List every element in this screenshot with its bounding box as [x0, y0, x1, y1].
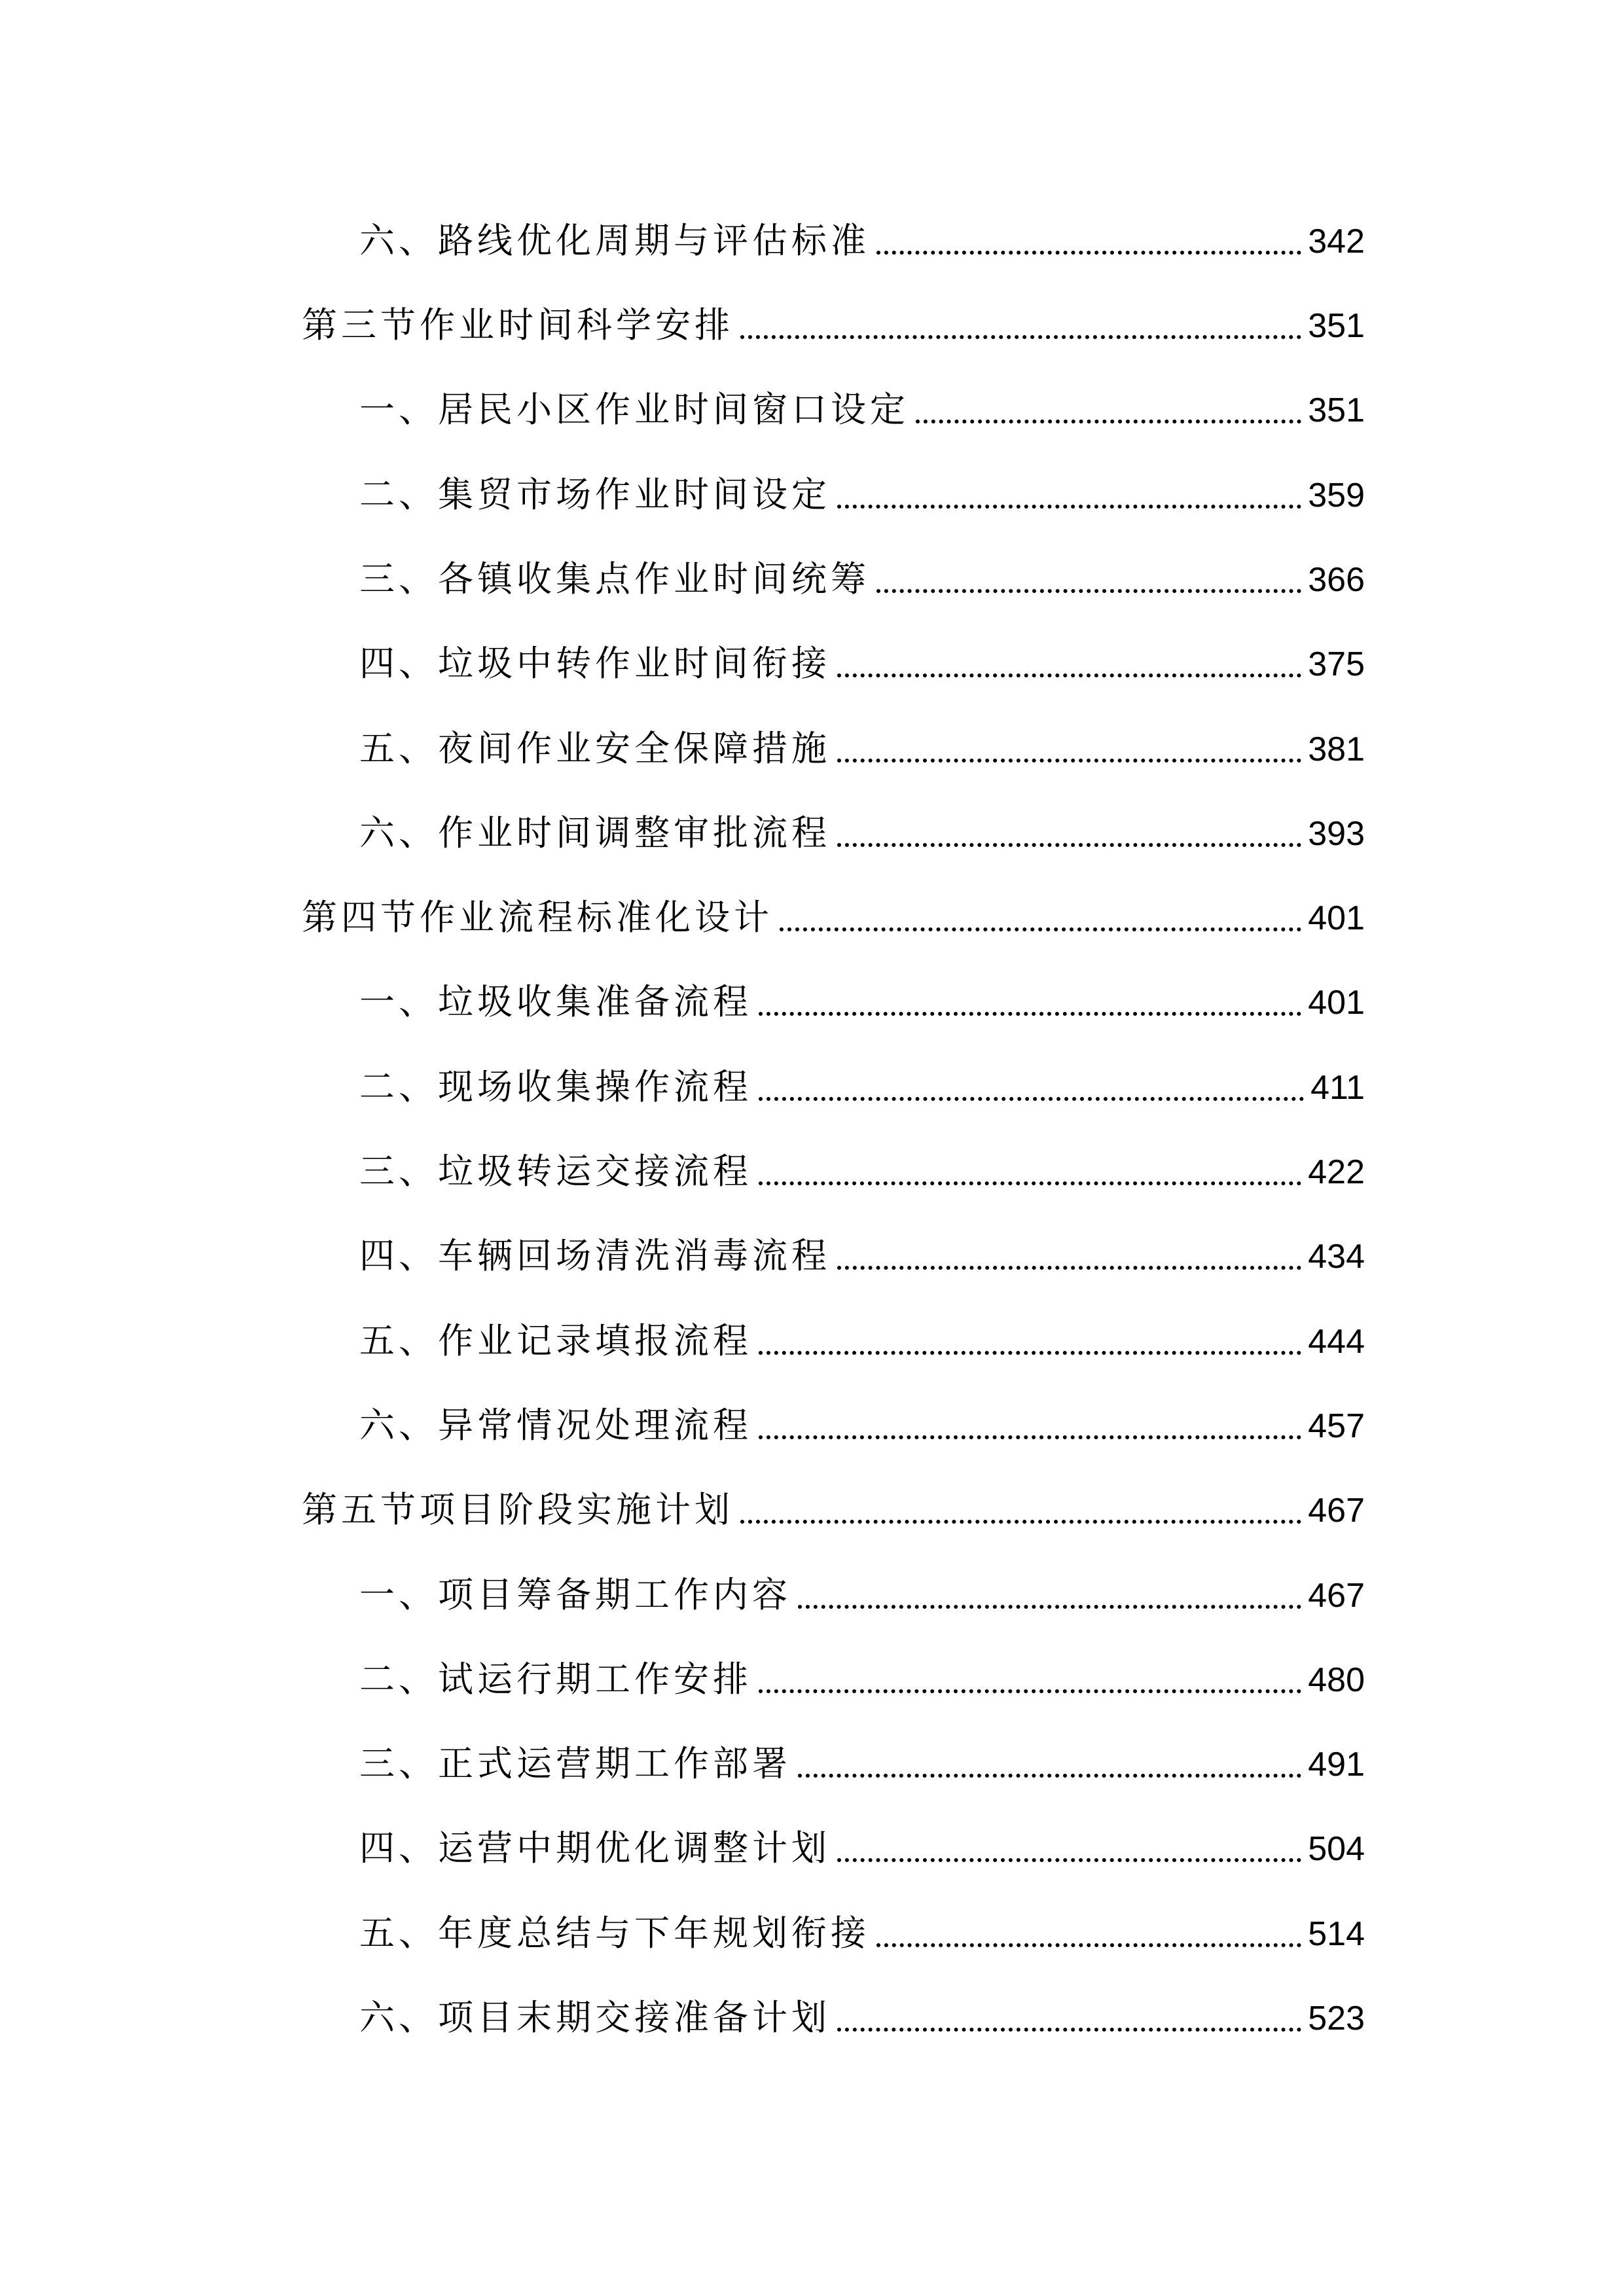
toc-dot-leader	[759, 1689, 1301, 1693]
toc-entry-title: 四、运营中期优化调整计划	[359, 1827, 831, 1869]
toc-entry[interactable]	[359, 1645, 1365, 1704]
toc-entry-page: 504	[1308, 1830, 1365, 1868]
toc-entry[interactable]	[359, 629, 1365, 688]
toc-entry-title: 四、车辆回场清洗消毒流程	[359, 1235, 831, 1276]
toc-entry-page: 393	[1308, 815, 1365, 853]
toc-entry-page: 411	[1310, 1069, 1365, 1107]
toc-entry-title: 第三节作业时间科学安排	[302, 304, 734, 346]
toc-entry-page: 401	[1308, 984, 1365, 1022]
toc-dot-leader	[916, 420, 1301, 423]
toc-dot-leader	[740, 335, 1301, 339]
toc-entry-title: 四、垃圾中转作业时间衔接	[359, 643, 831, 684]
toc-entry[interactable]	[359, 1052, 1365, 1111]
toc-entry[interactable]	[359, 206, 1365, 265]
toc-entry[interactable]	[359, 1221, 1365, 1280]
toc-entry-title: 一、居民小区作业时间窗口设定	[359, 389, 909, 430]
toc-entry[interactable]	[359, 1899, 1365, 1958]
toc-entry-page: 457	[1308, 1407, 1365, 1445]
toc-entry[interactable]	[302, 291, 1365, 350]
toc-dot-leader	[759, 1012, 1301, 1016]
toc-entry-title: 三、垃圾转运交接流程	[359, 1151, 752, 1192]
toc-entry-title: 六、路线优化周期与评估标准	[359, 220, 870, 261]
toc-entry-page: 422	[1308, 1153, 1365, 1191]
toc-entry-title: 一、项目筹备期工作内容	[359, 1574, 791, 1615]
toc-dot-leader	[837, 759, 1301, 762]
toc-entry-page: 401	[1308, 899, 1365, 937]
toc-dot-leader	[759, 1181, 1301, 1185]
toc-entry[interactable]	[359, 798, 1365, 857]
toc-entry-page: 467	[1308, 1492, 1365, 1530]
toc-entry[interactable]	[359, 545, 1365, 603]
toc-dot-leader	[780, 927, 1301, 931]
toc-entry-title: 六、作业时间调整审批流程	[359, 812, 831, 853]
toc-entry-page: 342	[1308, 223, 1365, 260]
toc-entry[interactable]	[359, 967, 1365, 1026]
toc-dot-leader	[759, 1435, 1301, 1439]
toc-entry-page: 480	[1308, 1661, 1365, 1699]
toc-dot-leader	[837, 1266, 1301, 1270]
toc-entry-page: 523	[1308, 2000, 1365, 2037]
toc-entry[interactable]	[302, 883, 1365, 942]
toc-entry-title: 二、集贸市场作业时间设定	[359, 474, 831, 515]
toc-entry-title: 五、年度总结与下年规划衔接	[359, 1912, 870, 1954]
toc-entry[interactable]	[302, 1475, 1365, 1534]
toc-entry-title: 五、夜间作业安全保障措施	[359, 728, 831, 769]
toc-entry-title: 五、作业记录填报流程	[359, 1320, 752, 1361]
toc-dot-leader	[876, 589, 1301, 593]
toc-dot-leader	[837, 843, 1301, 847]
toc-dot-leader	[837, 2028, 1301, 2032]
toc-dot-leader	[837, 505, 1301, 509]
toc-entry[interactable]	[359, 1137, 1365, 1196]
toc-entry-page: 366	[1308, 561, 1365, 599]
toc-entry[interactable]	[359, 1306, 1365, 1365]
toc-entry-title: 三、各镇收集点作业时间统筹	[359, 558, 870, 600]
toc-entry-page: 444	[1308, 1323, 1365, 1361]
toc-entry-page: 467	[1308, 1577, 1365, 1615]
toc-dot-leader	[740, 1520, 1301, 1524]
toc-entry[interactable]	[359, 460, 1365, 519]
toc-entry[interactable]	[359, 1560, 1365, 1619]
toc-dot-leader	[876, 1943, 1301, 1947]
toc-dot-leader	[837, 673, 1301, 677]
toc-entry[interactable]	[359, 1391, 1365, 1450]
toc-entry-page: 351	[1308, 307, 1365, 345]
toc-dot-leader	[837, 1858, 1301, 1862]
toc-entry-title: 一、垃圾收集准备流程	[359, 981, 752, 1022]
toc-entry-page: 434	[1308, 1238, 1365, 1276]
toc-entry-title: 二、试运行期工作安排	[359, 1659, 752, 1700]
toc-entry-page: 351	[1308, 391, 1365, 429]
toc-entry-title: 第四节作业流程标准化设计	[302, 897, 773, 938]
toc-dot-leader	[759, 1097, 1304, 1101]
toc-entry[interactable]	[359, 1983, 1365, 2042]
toc-entry-page: 514	[1308, 1915, 1365, 1953]
toc-entry[interactable]	[359, 1814, 1365, 1873]
toc-entry-title: 二、现场收集操作流程	[359, 1066, 752, 1107]
toc-dot-leader	[798, 1774, 1301, 1778]
toc-entry[interactable]	[359, 375, 1365, 434]
toc-entry-title: 第五节项目阶段实施计划	[302, 1489, 734, 1530]
toc-entry[interactable]	[359, 714, 1365, 773]
toc-dot-leader	[876, 251, 1301, 255]
toc-entry-title: 三、正式运营期工作部署	[359, 1743, 791, 1784]
toc-dot-leader	[798, 1605, 1301, 1609]
toc-entry[interactable]	[359, 1729, 1365, 1788]
toc-entry-page: 491	[1308, 1746, 1365, 1784]
toc-entry-title: 六、项目末期交接准备计划	[359, 1997, 831, 2038]
toc-entry-title: 六、异常情况处理流程	[359, 1405, 752, 1446]
toc-entry-page: 375	[1308, 645, 1365, 683]
toc-entry-page: 359	[1308, 476, 1365, 514]
toc-entry-page: 381	[1308, 730, 1365, 768]
toc-dot-leader	[759, 1351, 1301, 1355]
